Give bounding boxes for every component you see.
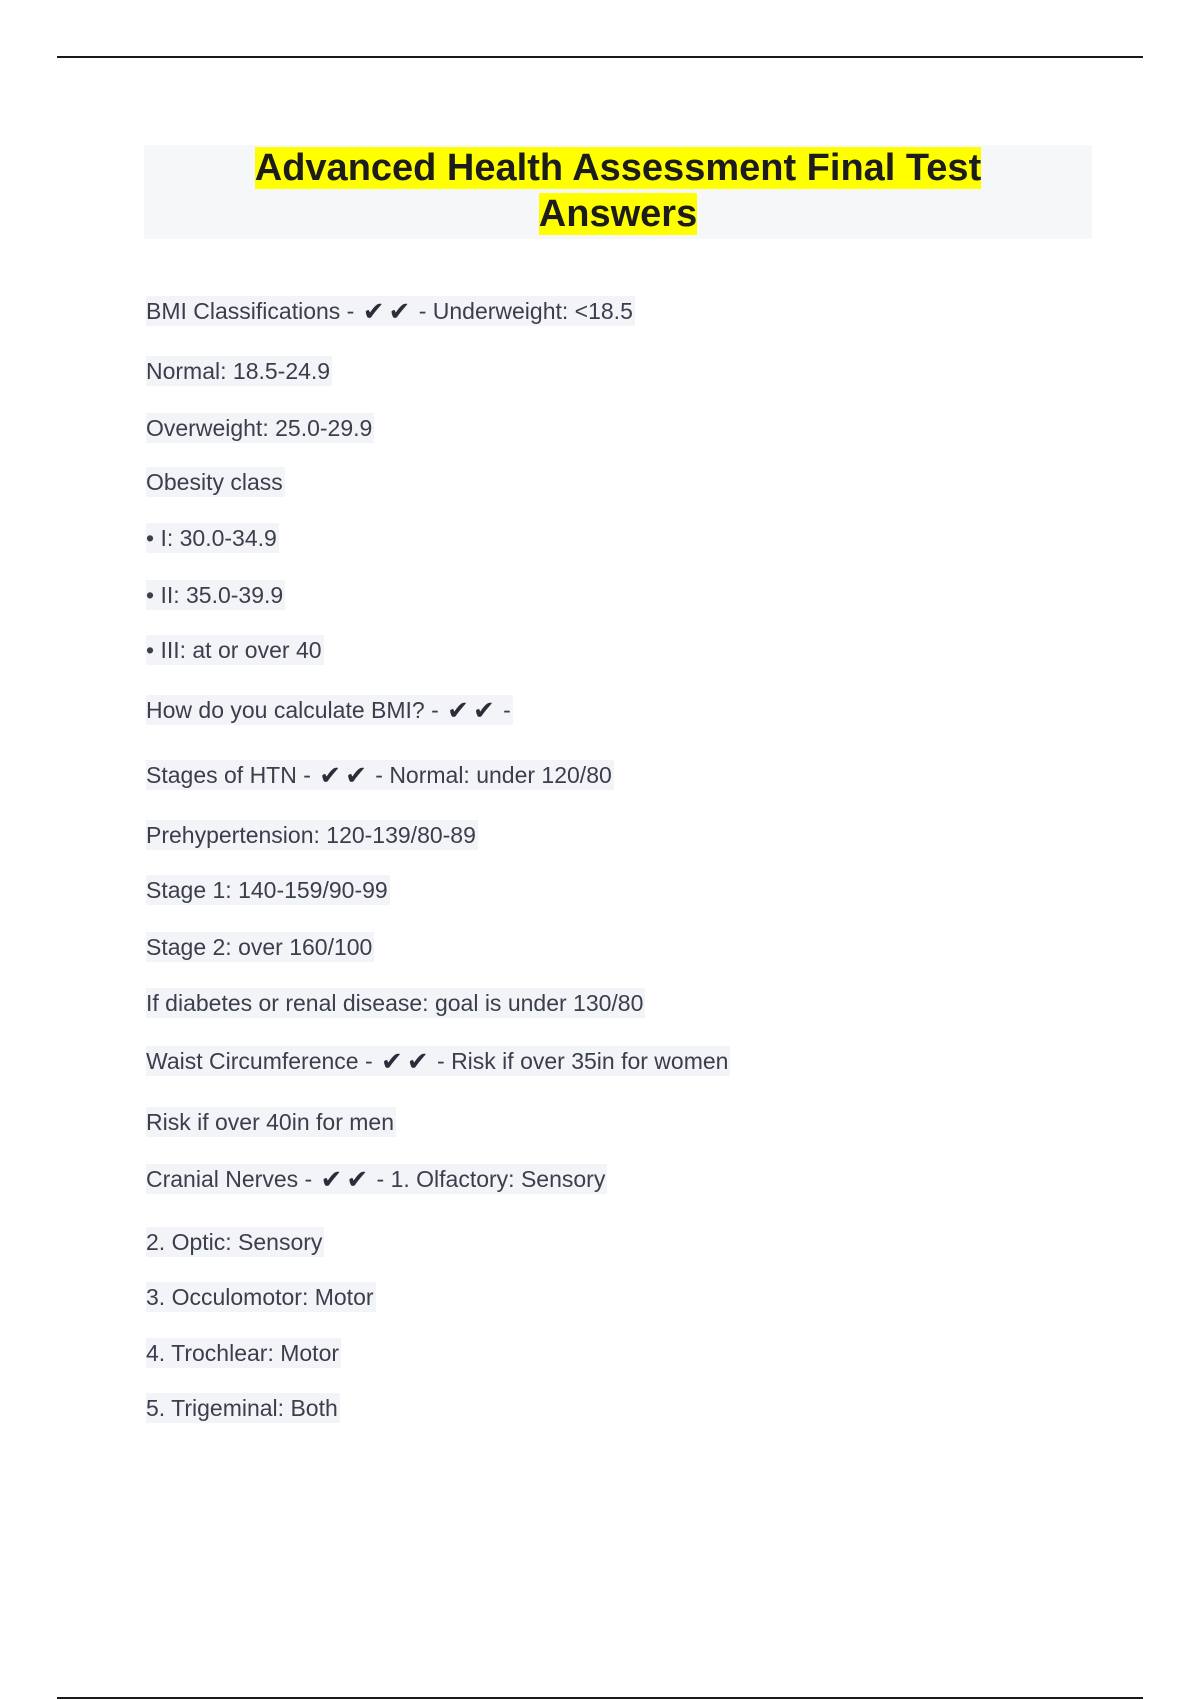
answer-line: 2. Optic: Sensory <box>146 1229 323 1255</box>
answer-line: Stage 2: over 160/100 <box>146 934 373 960</box>
qa-bmi-classifications <box>146 296 635 327</box>
answer-line: • II: 35.0-39.9 <box>146 582 284 608</box>
title-line-2: Answers <box>538 193 698 235</box>
answer-text: - Underweight: <18.5 <box>418 298 633 324</box>
check-icon: ✔ <box>472 696 495 726</box>
answer-line: 5. Trigeminal: Both <box>146 1395 338 1421</box>
check-icon: ✔ <box>406 1047 429 1077</box>
answer-text: - 1. Olfactory: Sensory <box>376 1166 606 1192</box>
term-text: Stages of HTN - <box>146 762 311 788</box>
check-icon: ✔ <box>362 297 385 327</box>
answer-line: 3. Occulomotor: Motor <box>146 1284 374 1310</box>
answer-line: 4. Trochlear: Motor <box>146 1340 340 1366</box>
answer-line: Normal: 18.5-24.9 <box>146 358 331 384</box>
answer-line: Obesity class <box>146 469 283 495</box>
answer-line: If diabetes or renal disease: goal is under 130/80 <box>146 990 644 1016</box>
answer-line: Risk if over 40in for men <box>146 1109 394 1135</box>
title-line-1: Advanced Health Assessment Final Test <box>254 147 982 189</box>
term-text: Cranial Nerves - <box>146 1166 313 1192</box>
bottom-rule <box>57 1697 1143 1699</box>
check-icon: ✔ <box>345 761 367 791</box>
check-icon: ✔ <box>381 1047 403 1077</box>
answer-line: • III: at or over 40 <box>146 637 322 663</box>
answer-text: - Normal: under 120/80 <box>375 762 612 788</box>
check-icon: ✔ <box>388 297 411 327</box>
check-icon: ✔ <box>319 761 342 791</box>
qa-calculate-bmi <box>146 695 513 726</box>
check-icon: ✔ <box>346 1165 369 1195</box>
check-icon: ✔ <box>320 1165 343 1195</box>
answer-text: - <box>503 697 511 723</box>
answer-line: • I: 30.0-34.9 <box>146 525 277 551</box>
term-text: How do you calculate BMI? - <box>146 697 439 723</box>
qa-waist-circumference <box>146 1046 730 1077</box>
answer-line: Overweight: 25.0-29.9 <box>146 415 373 441</box>
qa-stages-htn <box>146 760 614 791</box>
term-text: BMI Classifications - <box>146 298 355 324</box>
answer-line: Stage 1: 140-159/90-99 <box>146 877 388 903</box>
term-text: Waist Circumference - <box>146 1048 373 1074</box>
qa-cranial-nerves <box>146 1164 607 1195</box>
answer-line: Prehypertension: 120-139/80-89 <box>146 822 476 848</box>
check-icon: ✔ <box>447 696 469 726</box>
answer-text: - Risk if over 35in for women <box>437 1048 729 1074</box>
